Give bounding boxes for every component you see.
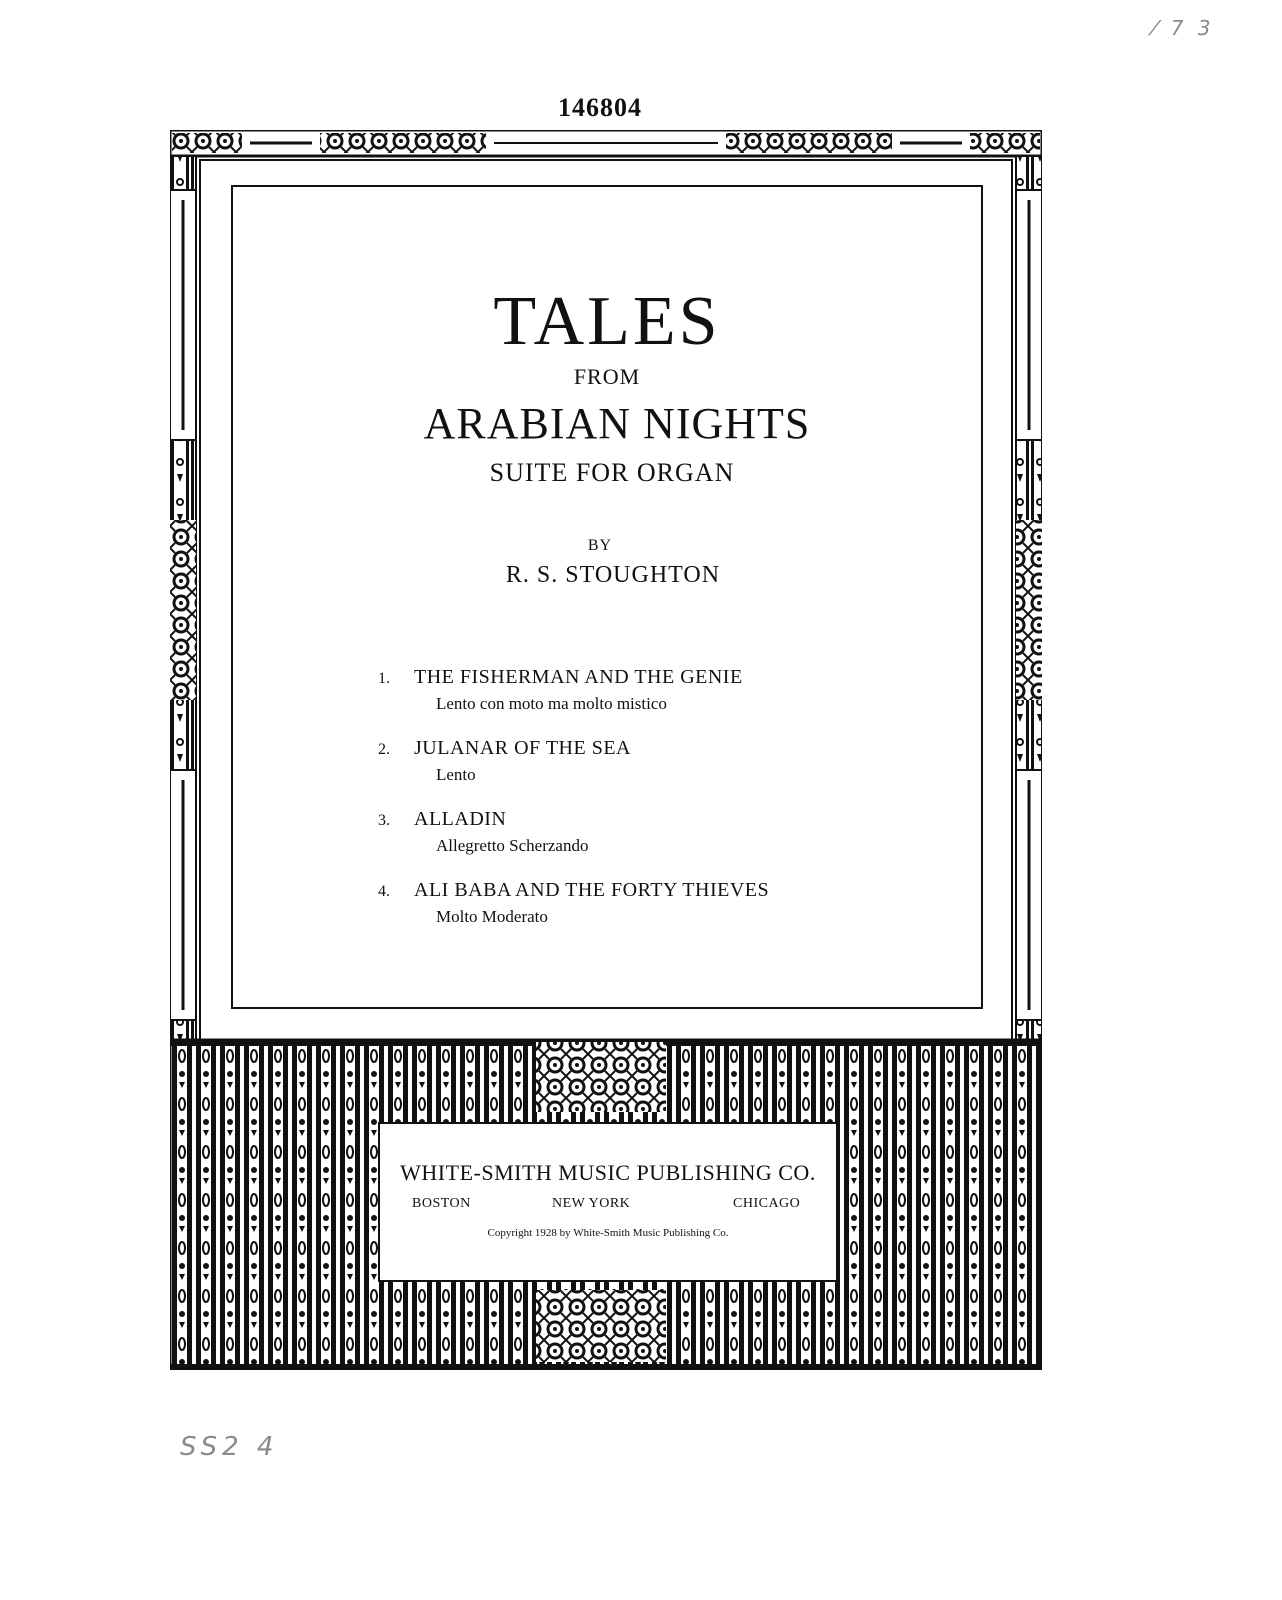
- list-item: [378, 808, 898, 879]
- piece-number: 4.: [378, 883, 390, 900]
- piece-number: 1.: [378, 670, 390, 687]
- title-main: TALES: [493, 283, 721, 360]
- catalog-number: 146804: [558, 93, 642, 122]
- publisher-city: CHICAGO: [733, 1196, 801, 1211]
- list-item: [378, 737, 898, 808]
- piece-tempo: Lento con moto ma molto mistico: [436, 694, 667, 713]
- pencil-mark-bottom-left: SS2 4: [180, 1432, 279, 1462]
- list-item: [378, 666, 898, 737]
- publisher-city: NEW YORK: [552, 1196, 631, 1211]
- contents-list: [378, 666, 898, 950]
- piece-title: ALLADIN: [414, 808, 507, 830]
- piece-number: 3.: [378, 812, 390, 829]
- publisher-name: WHITE-SMITH MUSIC PUBLISHING CO.: [400, 1160, 816, 1185]
- pencil-mark-top-right: ⁄ 7 3: [1153, 16, 1215, 40]
- title-by: BY: [587, 537, 613, 554]
- piece-tempo: Allegretto Scherzando: [436, 836, 589, 855]
- publisher-city: BOSTON: [412, 1196, 471, 1211]
- piece-title: ALI BABA AND THE FORTY THIEVES: [414, 879, 770, 901]
- title-form: SUITE FOR ORGAN: [489, 458, 735, 487]
- copyright-notice: Copyright 1928 by White-Smith Music Publishing Co.: [487, 1227, 729, 1239]
- composer-name: R. S. STOUGHTON: [505, 562, 721, 588]
- piece-tempo: Lento: [436, 765, 476, 784]
- title-subtitle: ARABIAN NIGHTS: [423, 399, 811, 448]
- piece-tempo: Molto Moderato: [436, 907, 548, 926]
- piece-title: THE FISHERMAN AND THE GENIE: [414, 666, 743, 688]
- list-item: [378, 879, 898, 950]
- piece-number: 2.: [378, 741, 390, 758]
- title-from: FROM: [573, 364, 641, 389]
- piece-title: JULANAR OF THE SEA: [414, 737, 631, 759]
